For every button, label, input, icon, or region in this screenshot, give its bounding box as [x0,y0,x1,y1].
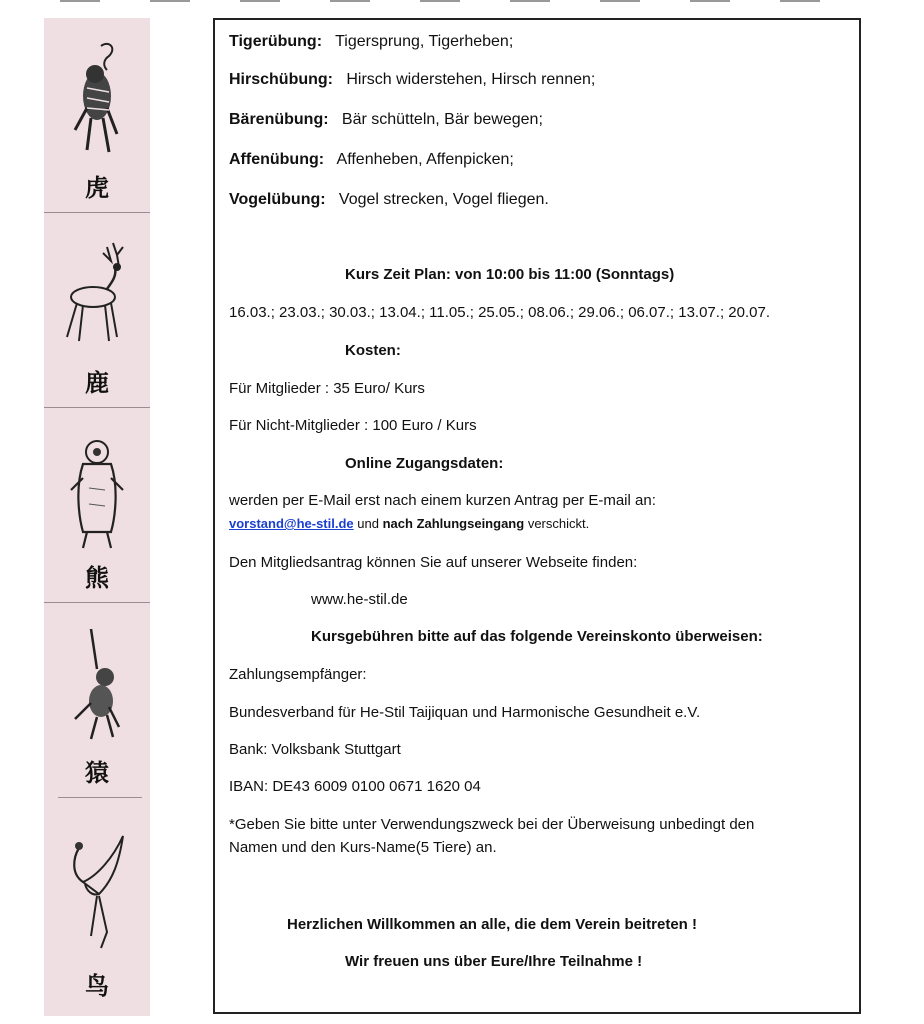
exercise-line [229,32,513,52]
animal-panel-monkey [44,603,150,798]
exercise-text: Hirsch widerstehen, Hirsch rennen; [346,71,596,88]
online-sent: verschickt. [527,516,590,531]
exercise-text: Bär schütteln, Bär bewegen; [341,111,543,128]
payment-bank: Bank: Volksbank Stuttgart [229,741,401,758]
top-strip [0,0,924,6]
online-after-payment: nach Zahlungseingang [382,516,525,531]
exercise-label: Vogelübung: [229,191,326,208]
email-link[interactable]: vorstand@he-stil.de [229,516,354,531]
costs-members-suffix: Kurs [394,380,425,397]
payment-heading: Kursgebühren bitte auf das folgende Vereinskonto überweisen: [311,628,763,645]
costs-non-members: Für Nicht-Mitglieder : 100 Euro / Kurs [229,417,477,434]
exercise-line [229,110,543,130]
exercise-text: Affenheben, Affenpicken; [336,151,514,168]
exercise-line [229,70,595,90]
content-box [213,18,861,1014]
tiger-icon [57,38,137,168]
exercise-label: Tigerübung: [229,33,323,50]
schedule-dates: 16.03.; 23.03.; 30.03.; 13.04.; 11.05.; 25.05.; 08.06.; 29.06.; 06.07.; 13.07.; 20.07. [229,304,770,321]
exercise-line [229,150,514,170]
animal-hanzi: 鹿 [85,369,109,397]
costs-heading: Kosten: [345,342,401,359]
closing-welcome: Herzlichen Willkommen an alle, die dem Verein beitreten ! [287,916,697,933]
costs-members [229,379,425,399]
closing-thanks: Wir freuen uns über Eure/Ihre Teilnahme ! [345,953,643,970]
exercise-line [229,190,549,210]
membership-website: www.he-stil.de [311,591,408,608]
monkey-icon [57,623,137,753]
schedule-heading: Kurs Zeit Plan: von 10:00 bis 11:00 (Sonntags) [345,266,675,283]
animal-hanzi: 虎 [85,174,109,202]
exercise-label: Hirschübung: [229,71,333,88]
exercise-text: Tigersprung, Tigerheben; [335,33,514,50]
payment-recipient: Bundesverband für He-Stil Taijiquan und Harmonische Gesundheit e.V. [229,704,701,721]
animal-panel-deer [44,213,150,408]
payment-recipient-label: Zahlungsempfänger: [229,666,367,683]
animal-hanzi: 鸟 [85,972,109,1000]
online-line2 [229,514,589,534]
online-and: und [357,516,379,531]
payment-note-line2: Namen und den Kurs-Name(5 Tiere) an. [229,839,497,856]
deer-icon [57,233,137,363]
exercise-label: Affenübung: [229,151,325,168]
animal-hanzi: 猿 [85,759,109,787]
animal-panel-bird [44,798,150,1000]
costs-members-prefix: Für Mitglieder : 35 Euro/ [229,380,390,397]
exercise-label: Bärenübung: [229,111,329,128]
payment-note-line1: *Geben Sie bitte unter Verwendungszweck bei der Überweisung unbedingt den [229,816,755,833]
bear-icon [57,428,137,558]
payment-iban: IBAN: DE43 6009 0100 0671 1620 04 [229,778,481,795]
membership-text: Den Mitgliedsantrag können Sie auf unserer Webseite finden: [229,554,638,571]
crane-icon [57,818,137,958]
animal-panel-tiger [44,18,150,213]
animal-hanzi: 熊 [85,564,109,592]
online-line1: werden per E-Mail erst nach einem kurzen Antrag per E-mail an: [229,492,656,509]
exercise-text: Vogel strecken, Vogel fliegen. [338,191,549,208]
animal-column [44,18,150,1016]
online-heading: Online Zugangsdaten: [345,455,504,472]
animal-panel-bear [44,408,150,603]
